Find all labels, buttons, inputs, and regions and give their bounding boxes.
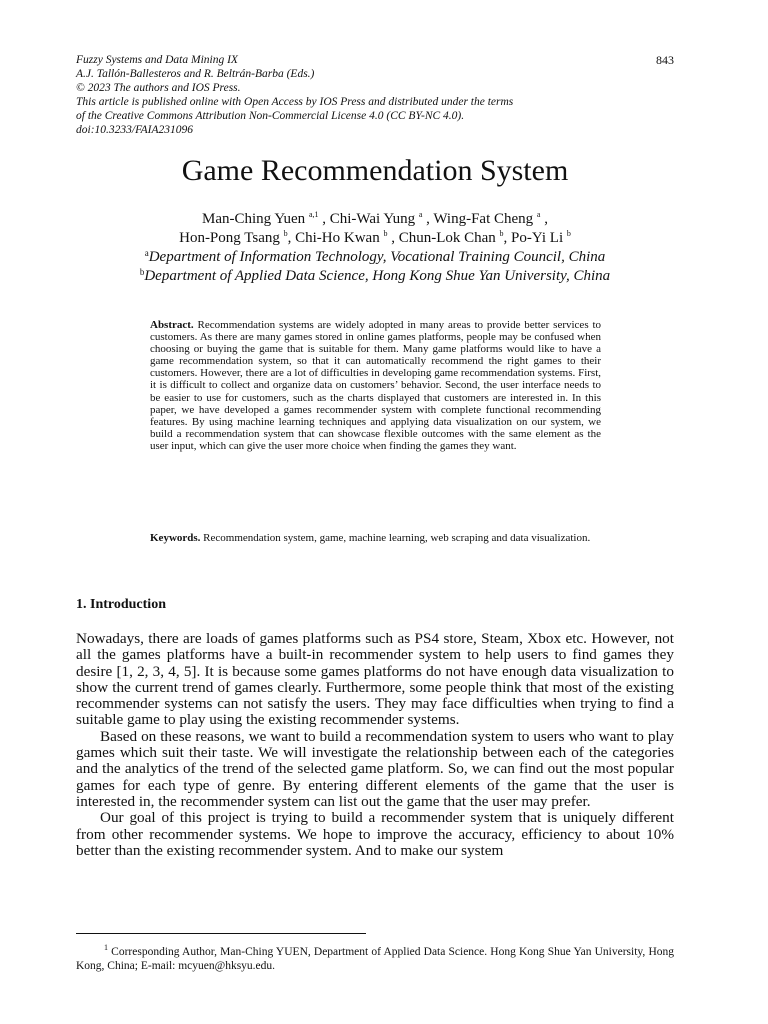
author-affiliation-mark: a xyxy=(536,210,541,219)
abstract-label: Abstract. xyxy=(150,319,194,331)
license-line-2: of the Creative Commons Attribution Non-Commercial License 4.0 (CC BY-NC 4.0). xyxy=(76,110,465,122)
affiliation-a xyxy=(76,248,674,267)
paragraph: Nowadays, there are loads of games platforms such as PS4 store, Steam, Xbox etc. However, not all the games platforms have a built-in recommender system to help users to find games they desire [1, 2, 3, 4, 5]. It is because some games platforms do not have enough data visualization to show the current trend of games clearly. Furthermore, some people think that most of the existing recommender systems can not satisfy the users. They may face difficulties when trying to find a suitable game to play using the existing recommender systems. xyxy=(76,630,674,729)
author-affiliation-mark: b xyxy=(283,229,288,238)
keywords-label: Keywords. xyxy=(150,532,201,544)
footnote-text: Corresponding Author, Man-Ching YUEN, Department of Applied Data Science. Hong Kong Shue Yan University, Hong Kong, China; E-mail: mcyuen@hksyu.edu. xyxy=(76,946,674,972)
author-line-2: Hon-Pong Tsang $^b$, Chi-Ho Kwan $^b$ , Chun-Lok Chan $^b$, Po-Yi Li $^b$ xyxy=(179,229,571,246)
author-name: Po-Yi Li xyxy=(511,230,564,246)
footnote-mark: 1 xyxy=(104,943,108,952)
affiliation-text: Department of Information Technology, Vocational Training Council, China xyxy=(148,249,606,265)
affiliation-mark: a xyxy=(144,248,149,258)
keywords xyxy=(150,532,601,544)
doi-line: doi:10.3233/FAIA231096 xyxy=(76,124,194,136)
author-name: Hon-Pong Tsang xyxy=(179,230,280,246)
author-name: Chi-Wai Yung xyxy=(329,211,416,227)
paper-title: Game Recommendation System xyxy=(181,154,569,187)
editors-line: A.J. Tallón-Ballesteros and R. Beltrán-Barba (Eds.) xyxy=(76,68,315,80)
author-affiliation-mark: b xyxy=(566,229,571,238)
affiliation-mark: b xyxy=(139,267,145,277)
author-affiliation-mark: b xyxy=(499,229,504,238)
affiliation-b xyxy=(76,267,674,286)
abstract-text: Recommendation systems are widely adopted in many areas to provide better services to customers. As there are many games stored in online games platforms, people may be confused when choosing or buying the game that is suitable for them. Many game platforms would like to have a game recommendation system, so that it can automatically recommend the right games to their customers. However, there are a lot of difficulties in developing game recommendation systems. First, it is difficult to collect and organize data on customers’ behavior. Second, the user interface needs to be easier to use for customers, such as the charts displayed that customers are interested in. In this paper, we have developed a games recommender system with complete functional recommending features. By using machine learning techniques and applying data visualization on our system, we build a recommendation system that can showcase flexible outcomes with the same element as the user input, which can give the user more choice when finding the games they want. xyxy=(150,319,601,452)
author-name: Chun-Lok Chan xyxy=(398,230,496,246)
page-number: 843 xyxy=(656,53,674,67)
paragraph: Our goal of this project is trying to build a recommender system that is uniquely different from other recommender systems. We hope to improve the accuracy, efficiency to about 10% better than the existing recommender system. And to make our system xyxy=(76,809,674,859)
body-text xyxy=(76,631,674,859)
footnote-rule xyxy=(76,933,366,934)
license-line-1: This article is published online with Open Access by IOS Press and distributed under the terms xyxy=(76,96,514,108)
author-name: Wing-Fat Cheng xyxy=(433,211,534,227)
author-affiliation-mark: b xyxy=(383,229,388,238)
section-heading: 1. Introduction xyxy=(76,597,166,612)
footnote xyxy=(76,945,674,973)
affiliation-text: Department of Applied Data Science, Hong Kong Shue Yan University, China xyxy=(144,268,611,284)
copyright-line: © 2023 The authors and IOS Press. xyxy=(76,82,241,94)
author-list xyxy=(76,210,674,248)
author-name: Man-Ching Yuen xyxy=(202,211,306,227)
author-affiliation-mark: a,1 xyxy=(308,210,319,219)
keywords-text: Recommendation system, game, machine learning, web scraping and data visualization. xyxy=(203,532,591,544)
running-header xyxy=(76,53,674,137)
author-affiliation-mark: a xyxy=(418,210,423,219)
author-line-1: Man-Ching Yuen $^{a,1}$ , Chi-Wai Yung $^a$ , Wing-Fat Cheng $^a$ , xyxy=(202,210,548,227)
journal-name: Fuzzy Systems and Data Mining IX xyxy=(76,54,238,66)
paragraph: Based on these reasons, we want to build a recommendation system to users who want to play games which suit their taste. We will investigate the relationship between each of the categories and the analytics of the trend of the selected game platform. So, we can find out the most popular games for each type of genre. By entering different elements of the game that the user is interested in, the recommender system can list out the game that the user may prefer. xyxy=(76,727,674,810)
abstract xyxy=(150,319,601,452)
author-name: Chi-Ho Kwan xyxy=(295,230,380,246)
